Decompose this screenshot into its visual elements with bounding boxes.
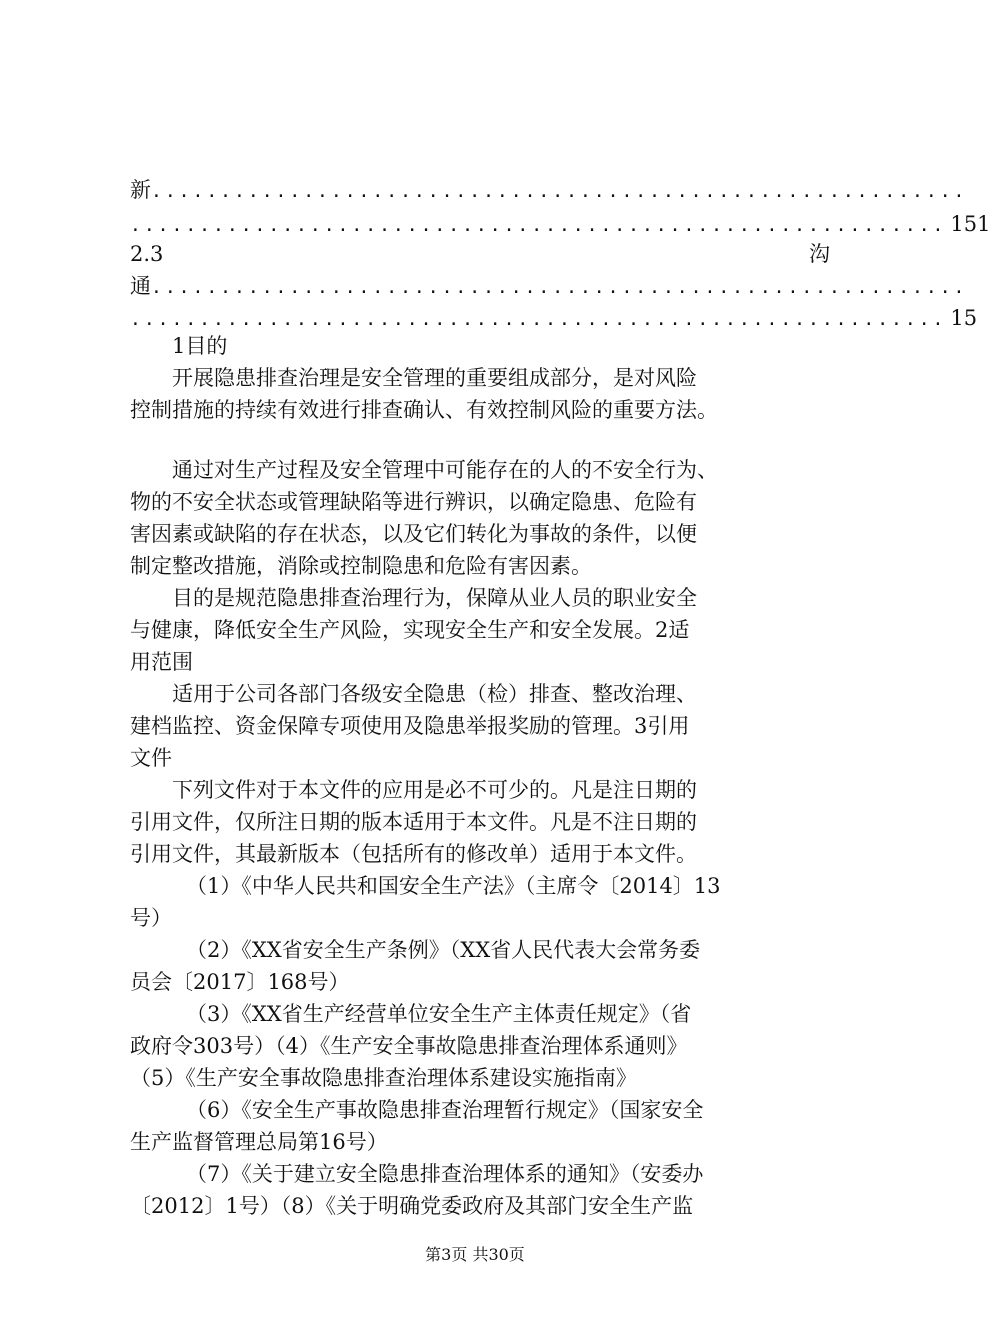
body-line: 开展隐患排查治理是安全管理的重要组成部分，是对风险 <box>172 366 697 390</box>
reference-item: 政府令303号）（4）《生产安全事故隐患排查治理体系通则》 <box>130 1034 688 1058</box>
body-line: 控制措施的持续有效进行排查确认、有效控制风险的重要方法。 <box>130 398 718 422</box>
toc-entry-text: 沟 <box>809 242 830 266</box>
reference-item: 员会〔2017〕168号） <box>130 970 350 994</box>
reference-item: （3）《XX省生产经营单位安全生产主体责任规定》（省 <box>186 1002 692 1026</box>
toc-leader-dots: ........................................................... <box>151 277 968 298</box>
body-line: 用范围 <box>130 650 193 674</box>
body-line: 引用文件，其最新版本（包括所有的修改单）适用于本文件。 <box>130 842 697 866</box>
body-line: 与健康，降低安全生产风险，实现安全生产和安全发展。2适 <box>130 618 690 642</box>
reference-item: （2）《XX省安全生产条例》（XX省人民代表大会常务委 <box>186 938 701 962</box>
reference-item: （1）《中华人民共和国安全生产法》（主席令〔2014〕13 <box>186 874 721 898</box>
toc-entry-line <box>130 208 990 240</box>
body-line: 文件 <box>130 746 172 770</box>
toc-page-number: 15 <box>950 306 978 330</box>
toc-section-number: 2.3 <box>130 242 164 266</box>
reference-item: （6）《安全生产事故隐患排查治理暂行规定》（国家安全 <box>186 1098 704 1122</box>
toc-entry-line <box>130 174 968 206</box>
body-line: 下列文件对于本文件的应用是必不可少的。凡是注日期的 <box>172 778 697 802</box>
body-line: 害因素或缺陷的存在状态，以及它们转化为事故的条件，以便 <box>130 522 697 546</box>
body-line: 建档监控、资金保障专项使用及隐患举报奖励的管理。3引用 <box>130 714 690 738</box>
toc-leader-dots: ........................................................... <box>130 215 947 236</box>
toc-entry-line <box>130 238 830 270</box>
body-line: 物的不安全状态或管理缺陷等进行辨识，以确定隐患、危险有 <box>130 490 697 514</box>
reference-item: 〔2012〕1号）（8）《关于明确党委政府及其部门安全生产监 <box>130 1194 694 1218</box>
body-line: 通过对生产过程及安全管理中可能存在的人的不安全行为、 <box>172 458 718 482</box>
body-line: 适用于公司各部门各级安全隐患（检）排查、整改治理、 <box>172 682 697 706</box>
section-heading: 1目的 <box>172 334 228 358</box>
toc-page-number: 151 <box>950 212 990 236</box>
body-line: 引用文件，仅所注日期的版本适用于本文件。凡是不注日期的 <box>130 810 697 834</box>
page-footer: 第3页 共30页 <box>425 1245 525 1264</box>
toc-entry-text: 新 <box>130 178 151 202</box>
body-line: 制定整改措施，消除或控制隐患和危险有害因素。 <box>130 554 592 578</box>
reference-item: 生产监督管理总局第16号） <box>130 1130 388 1154</box>
toc-entry-line <box>130 270 968 302</box>
toc-leader-dots: ........................................................... <box>151 181 968 202</box>
reference-item: 号） <box>130 906 172 930</box>
body-line: 目的是规范隐患排查治理行为，保障从业人员的职业安全 <box>172 586 697 610</box>
toc-leader-dots: ........................................................... <box>130 309 947 330</box>
reference-item: （5）《生产安全事故隐患排查治理体系建设实施指南》 <box>130 1066 637 1090</box>
reference-item: （7）《关于建立安全隐患排查治理体系的通知》（安委办 <box>186 1162 704 1186</box>
toc-entry-text: 通 <box>130 274 151 298</box>
